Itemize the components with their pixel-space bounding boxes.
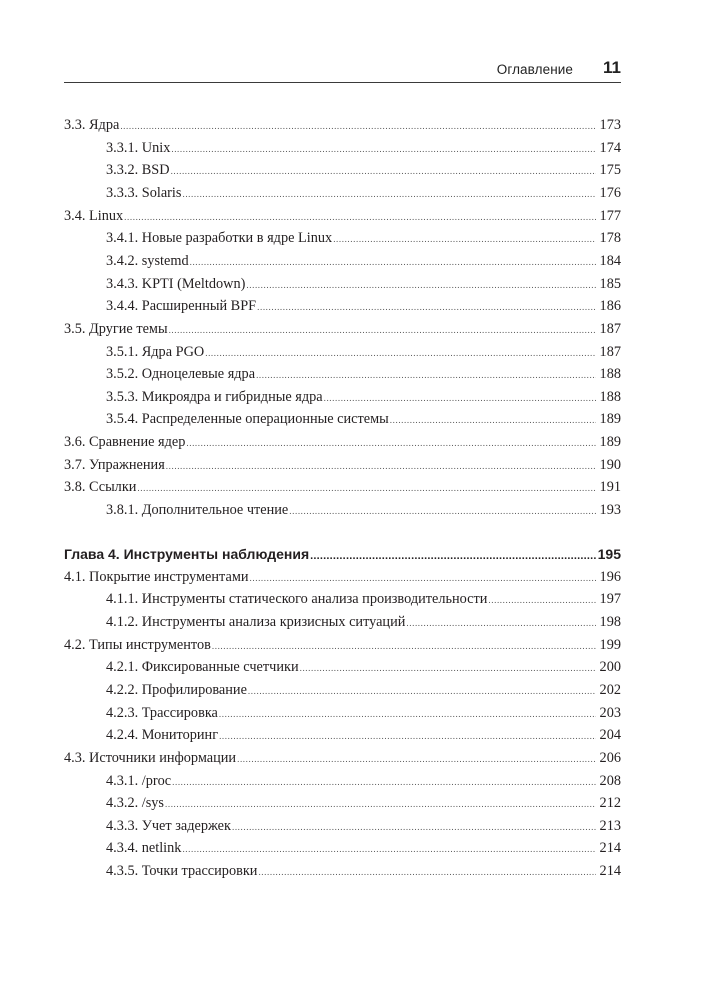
dot-leader — [219, 726, 596, 746]
dot-leader — [390, 410, 596, 430]
toc-entry-label: 3.8. Ссылки — [64, 479, 137, 496]
toc-entry-label: 4.3.4. netlink — [106, 840, 182, 857]
toc-entry — [106, 296, 621, 316]
dot-leader — [232, 817, 596, 837]
toc-entry — [106, 861, 621, 881]
dot-leader — [300, 658, 596, 678]
toc-entry-page: 212 — [599, 795, 621, 812]
running-header — [64, 56, 621, 83]
toc-entry-label: 4.3. Источники информации — [64, 749, 237, 766]
toc-entry — [106, 838, 621, 858]
toc-entry-label: 3.4.2. systemd — [106, 252, 189, 269]
toc-entry-page: 191 — [599, 479, 621, 496]
toc-entry-label: 3.4.4. Расширенный BPF — [106, 298, 257, 315]
toc-entry — [64, 635, 621, 655]
dot-leader — [248, 681, 596, 701]
toc-entry-label: 4.1. Покрытие инструментами — [64, 568, 249, 585]
toc-entry-page: 185 — [599, 275, 621, 292]
toc-entry-label: 4.2.2. Профилирование — [106, 681, 247, 698]
toc-entry — [106, 364, 621, 384]
toc-entry-page: 208 — [599, 772, 621, 789]
toc-entry — [64, 455, 621, 475]
dot-leader — [257, 297, 596, 317]
toc-entry-label: Глава 4. Инструменты наблюдения — [64, 546, 310, 562]
toc-entry-page: 214 — [599, 840, 621, 857]
toc-entry-page: 196 — [599, 568, 621, 585]
toc-entry-page: 186 — [599, 298, 621, 315]
toc-entry — [106, 183, 621, 203]
dot-leader — [250, 568, 596, 588]
toc-entry-label: 3.5.3. Микроядра и гибридные ядра — [106, 388, 323, 405]
toc-entry-label: 3.3.3. Solaris — [106, 184, 182, 201]
toc-entry — [106, 409, 621, 429]
toc-entry — [106, 500, 621, 520]
running-header-title: Оглавление — [496, 62, 573, 77]
toc-entry-page: 174 — [599, 139, 621, 156]
toc-entry-label: 3.7. Упражнения — [64, 456, 165, 473]
toc-entry-page: 195 — [597, 546, 621, 562]
toc-entry — [106, 793, 621, 813]
dot-leader — [289, 501, 596, 521]
toc-entry-label: 4.2.1. Фиксированные счетчики — [106, 659, 299, 676]
toc-entry — [106, 771, 621, 791]
dot-leader — [124, 207, 596, 227]
toc-entry — [106, 228, 621, 248]
toc-entry — [64, 748, 621, 768]
toc-entry-label: 3.5.4. Распределенные операционные системы — [106, 411, 389, 428]
toc-entry-label: 4.1.2. Инструменты анализа кризисных ситуаций — [106, 613, 406, 630]
toc-entry-label: 3.8.1. Дополнительное чтение — [106, 502, 289, 519]
toc-entry-page: 190 — [599, 456, 621, 473]
toc-entry-page: 197 — [599, 591, 621, 608]
toc-entry — [64, 567, 621, 587]
toc-entry — [64, 319, 621, 339]
toc-entry — [106, 274, 621, 294]
toc-entry — [106, 680, 621, 700]
dot-leader — [171, 161, 596, 181]
toc-entry-page: 193 — [599, 502, 621, 519]
dot-leader — [182, 839, 596, 859]
toc-entry-page: 188 — [599, 388, 621, 405]
toc-entry — [106, 138, 621, 158]
dot-leader — [333, 229, 596, 249]
toc-entry — [64, 432, 621, 452]
toc-entry-page: 176 — [599, 184, 621, 201]
dot-leader — [190, 252, 596, 272]
toc-entry — [106, 612, 621, 632]
dot-leader — [165, 794, 596, 814]
toc-entry-label: 4.3.3. Учет задержек — [106, 817, 231, 834]
dot-leader — [205, 343, 596, 363]
dot-leader — [237, 749, 596, 769]
toc-entry — [106, 657, 621, 677]
toc-entry-page: 214 — [599, 863, 621, 880]
toc-entry-label: 4.2.3. Трассировка — [106, 704, 218, 721]
dot-leader — [488, 590, 596, 610]
toc-entry-page: 204 — [599, 727, 621, 744]
toc-entry-page: 188 — [599, 366, 621, 383]
dot-leader — [166, 456, 596, 476]
toc-entry-label: 3.4.3. KPTI (Meltdown) — [106, 275, 246, 292]
toc-entry — [106, 342, 621, 362]
toc-entry-page: 187 — [599, 343, 621, 360]
toc-entry-label: 4.3.5. Точки трассировки — [106, 863, 258, 880]
toc-entry — [106, 816, 621, 836]
toc-entry — [106, 589, 621, 609]
toc-entry — [106, 160, 621, 180]
toc-entry-page: 206 — [599, 749, 621, 766]
dot-leader — [258, 862, 596, 882]
toc-entry-label: 3.4. Linux — [64, 207, 124, 224]
toc-entry-label: 3.5.2. Одноцелевые ядра — [106, 366, 256, 383]
toc-entry-page: 175 — [599, 162, 621, 179]
dot-leader — [219, 704, 596, 724]
toc-entry-label: 3.3. Ядра — [64, 117, 120, 133]
toc-entry — [64, 115, 621, 135]
toc-entry-label: 3.3.1. Unix — [106, 139, 171, 156]
toc-entry — [106, 725, 621, 745]
toc-entry-label: 3.4.1. Новые разработки в ядре Linux — [106, 230, 333, 247]
toc-entry — [64, 477, 621, 497]
toc-entry-label: 3.5. Другие темы — [64, 320, 168, 337]
dot-leader — [171, 139, 596, 159]
toc-entry-label: 3.6. Сравнение ядер — [64, 434, 186, 451]
dot-leader — [137, 478, 596, 498]
toc-entry-label: 4.3.1. /proc — [106, 772, 172, 789]
toc-entry-page: 203 — [599, 704, 621, 721]
toc-entry — [106, 387, 621, 407]
toc-entry — [64, 206, 621, 226]
toc-entry-page: 173 — [599, 117, 621, 133]
page-number: 11 — [603, 58, 621, 77]
toc-entry-page: 202 — [599, 681, 621, 698]
toc-entry-page: 184 — [599, 252, 621, 269]
toc-entry-page: 187 — [599, 320, 621, 337]
dot-leader — [172, 772, 596, 792]
dot-leader — [169, 320, 596, 340]
toc-entry — [106, 703, 621, 723]
dot-leader — [406, 613, 596, 633]
toc-entry-page: 178 — [599, 230, 621, 247]
toc-entry-label: 4.3.2. /sys — [106, 795, 164, 812]
toc-entry-page: 177 — [599, 207, 621, 224]
toc-entry — [106, 251, 621, 271]
dot-leader — [256, 365, 596, 385]
dot-leader — [182, 184, 596, 204]
toc-entry-label: 3.3.2. BSD — [106, 162, 170, 179]
dot-leader — [186, 433, 596, 453]
toc-chapter-entry — [64, 544, 621, 564]
toc-entry-label: 4.2. Типы инструментов — [64, 636, 211, 653]
dot-leader — [310, 546, 596, 566]
dot-leader — [246, 275, 596, 295]
toc-entry-page: 198 — [599, 613, 621, 630]
toc-entry-label: 4.1.1. Инструменты статического анализа производительности — [106, 591, 488, 608]
toc-entry-page: 199 — [599, 636, 621, 653]
toc-entry-label: 3.5.1. Ядра PGO — [106, 343, 205, 360]
dot-leader — [120, 116, 596, 136]
toc-entry-label: 4.2.4. Мониторинг — [106, 727, 219, 744]
dot-leader — [212, 636, 596, 656]
toc-entry-page: 213 — [599, 817, 621, 834]
toc-entry-page: 189 — [599, 411, 621, 428]
toc-entry-page: 200 — [599, 659, 621, 676]
dot-leader — [324, 388, 596, 408]
toc-entry-page: 189 — [599, 434, 621, 451]
